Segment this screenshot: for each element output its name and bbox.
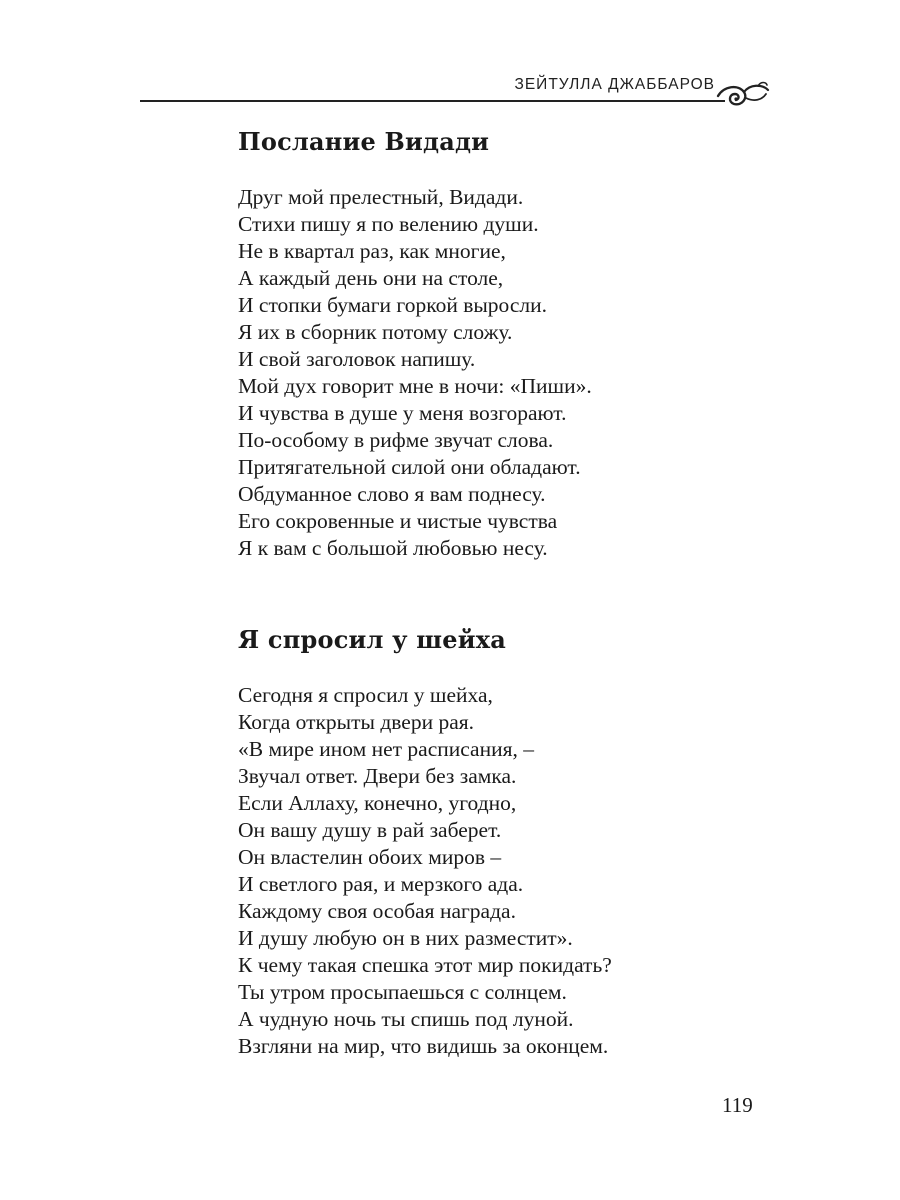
poem-line: Ты утром просыпаешься с солнцем. [238,980,567,1004]
poem-line: Звучал ответ. Двери без замка. [238,764,517,788]
poem-line: Он властелин обоих миров – [238,845,502,869]
poem-title: Послание Видади [238,127,490,156]
poem-line: Он вашу душу в рай заберет. [238,818,502,842]
poem-line: Когда открыты двери рая. [238,710,475,734]
poem-line: Притягательной силой они обладают. [238,455,581,479]
poem-line: И свой заголовок напишу. [238,347,476,371]
header-rule [140,100,725,102]
author-name: ЗЕЙТУЛЛА ДЖАББАРОВ [514,76,715,93]
poem-line: И стопки бумаги горкой выросли. [238,293,547,317]
poem-line: Взгляни на мир, что видишь за оконцем. [238,1034,609,1058]
poem-line: Сегодня я спросил у шейха, [238,683,493,707]
poem-line: И душу любую он в них разместит». [238,926,573,950]
poem-line: Если Аллаху, конечно, угодно, [238,791,517,815]
poem-line: По-особому в рифме звучат слова. [238,428,554,452]
poem-line: Друг мой прелестный, Видади. [238,185,524,209]
poem-line: А чудную ночь ты спишь под луной. [238,1007,574,1031]
poem-line: Его сокровенные и чистые чувства [238,509,558,533]
poem-line: «В мире ином нет расписания, – [238,737,534,761]
poem-line: Я к вам с большой любовью несу. [238,536,548,560]
poem-line: Я их в сборник потому сложу. [238,320,513,344]
poem-line: И чувства в душе у меня возгорают. [238,401,567,425]
poem-line: К чему такая спешка этот мир покидать? [238,953,612,977]
poem-title: Я спросил у шейха [238,625,507,654]
poem-line: А каждый день они на столе, [238,266,504,290]
poem-line: Каждому своя особая награда. [238,899,516,923]
poem-line: Не в квартал раз, как многие, [238,239,506,263]
poem-body [238,184,592,562]
page-number: 119 [722,1093,753,1117]
flourish-ornament-icon [714,80,770,112]
running-header [140,70,770,110]
poem-line: Мой дух говорит мне в ночи: «Пиши». [238,374,592,398]
poem-line: Стихи пишу я по велению души. [238,212,539,236]
poem-line: Обдуманное слово я вам поднесу. [238,482,546,506]
poem-line: И светлого рая, и мерзкого ада. [238,872,524,896]
poem-body [238,682,612,1060]
